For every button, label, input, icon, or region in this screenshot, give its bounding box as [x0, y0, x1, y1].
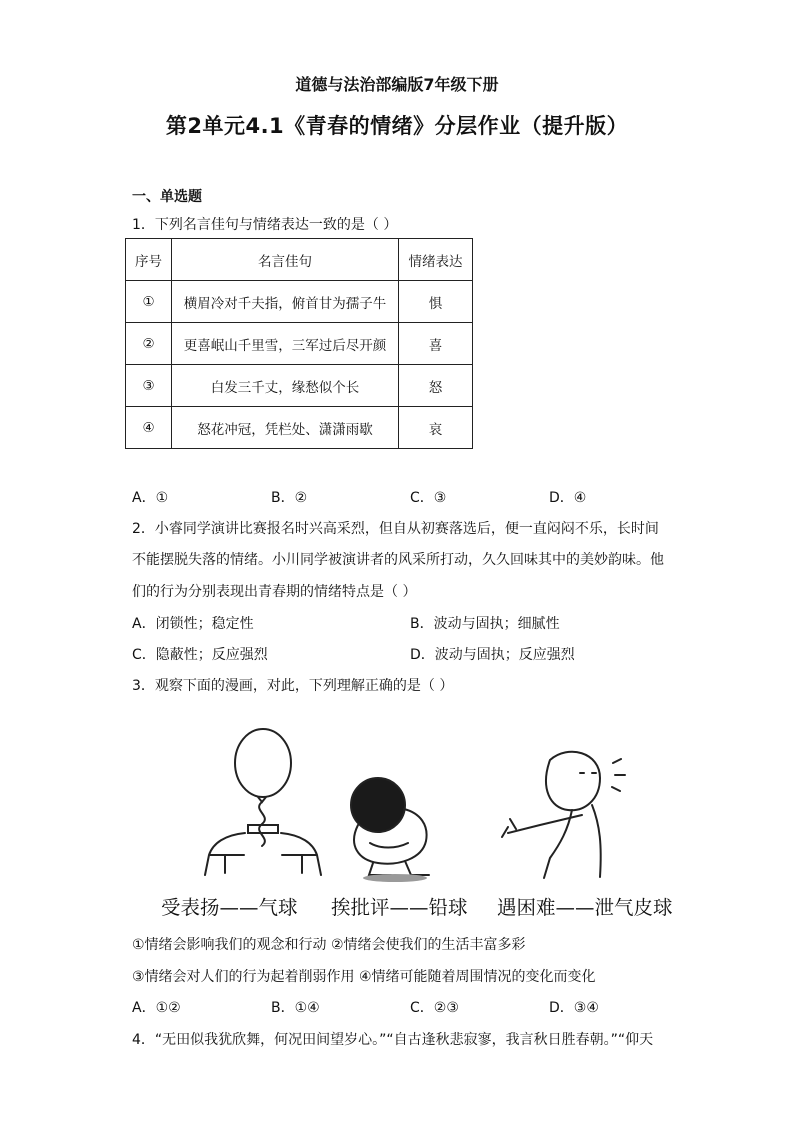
q2-stem-line: 不能摆脱失落的情绪。小川同学被演讲者的风采所打动，久久回味其中的美妙韵味。他 [132, 552, 664, 568]
table-cell: 横眉冷对千夫指，俯首甘为孺子牛 [172, 281, 399, 323]
table-header-row [126, 239, 473, 281]
table-header-cell: 情绪表达 [399, 239, 473, 281]
q1-stem: 1．下列名言佳句与情绪表达一致的是（ ） [132, 217, 398, 233]
table-header-cell: 序号 [126, 239, 172, 281]
cartoon-illustration [130, 715, 670, 885]
table-cell: 白发三千丈，缘愁似个长 [172, 365, 399, 407]
q3-option-d[interactable]: D．③④ [549, 1000, 599, 1016]
q2-option-b[interactable]: B．波动与固执；细腻性 [410, 616, 560, 632]
q1-option-b[interactable]: B．② [271, 490, 308, 506]
document-title: 第2单元4.1《青春的情绪》分层作业（提升版） [165, 114, 629, 138]
q1-option-c[interactable]: C．③ [410, 490, 447, 506]
deflated-ball-figure [502, 752, 625, 878]
section-heading: 一、单选题 [132, 189, 202, 205]
q3-option-b[interactable]: B．①④ [271, 1000, 320, 1016]
table-row [126, 407, 473, 449]
table-cell: ④ [126, 407, 172, 449]
q1-option-a[interactable]: A．① [132, 490, 169, 506]
q3-statement-line: ③情绪会对人们的行为起着削弱作用 ④情绪可能随着周围情况的变化而变化 [132, 969, 596, 985]
table-cell: 更喜岷山千里雪，三军过后尽开颜 [172, 323, 399, 365]
table-cell: ① [126, 281, 172, 323]
q4-stem: 4．“无田似我犹欣舞，何况田间望岁心。”“自古逢秋悲寂寥，我言秋日胜春朝。”“仰天 [132, 1032, 654, 1048]
q3-option-a[interactable]: A．①② [132, 1000, 181, 1016]
cartoon-caption: 受表扬——气球 [161, 896, 298, 919]
table-cell: 哀 [399, 407, 473, 449]
cartoon-caption: 挨批评——铅球 [331, 896, 468, 919]
q3-stem: 3．观察下面的漫画，对此，下列理解正确的是（ ） [132, 678, 454, 694]
table-header-cell: 名言佳句 [172, 239, 399, 281]
table-row [126, 281, 473, 323]
document-subtitle: 道德与法治部编版7年级下册 [295, 75, 499, 94]
q1-option-d[interactable]: D．④ [549, 490, 587, 506]
balloon-figure [205, 729, 321, 875]
q1-table [125, 238, 473, 449]
q2-option-d[interactable]: D．波动与固执；反应强烈 [410, 647, 575, 663]
crouching-figure [351, 778, 429, 882]
q2-option-a[interactable]: A．闭锁性；稳定性 [132, 616, 254, 632]
table-row [126, 323, 473, 365]
cartoon-caption: 遇困难——泄气皮球 [497, 896, 673, 919]
table-cell: 惧 [399, 281, 473, 323]
table-cell: 怒 [399, 365, 473, 407]
q2-stem-line: 2．小睿同学演讲比赛报名时兴高采烈，但自从初赛落选后，便一直闷闷不乐，长时间 [132, 521, 659, 537]
q2-stem-line: 们的行为分别表现出青春期的情绪特点是（ ） [132, 584, 417, 600]
table-row [126, 365, 473, 407]
table-cell: ② [126, 323, 172, 365]
table-cell: 喜 [399, 323, 473, 365]
q2-option-c[interactable]: C．隐蔽性；反应强烈 [132, 647, 268, 663]
table-cell: 怒花冲冠，凭栏处、潇潇雨歇 [172, 407, 399, 449]
q3-statement-line: ①情绪会影响我们的观念和行动 ②情绪会使我们的生活丰富多彩 [132, 937, 526, 953]
q3-option-c[interactable]: C．②③ [410, 1000, 459, 1016]
table-cell: ③ [126, 365, 172, 407]
